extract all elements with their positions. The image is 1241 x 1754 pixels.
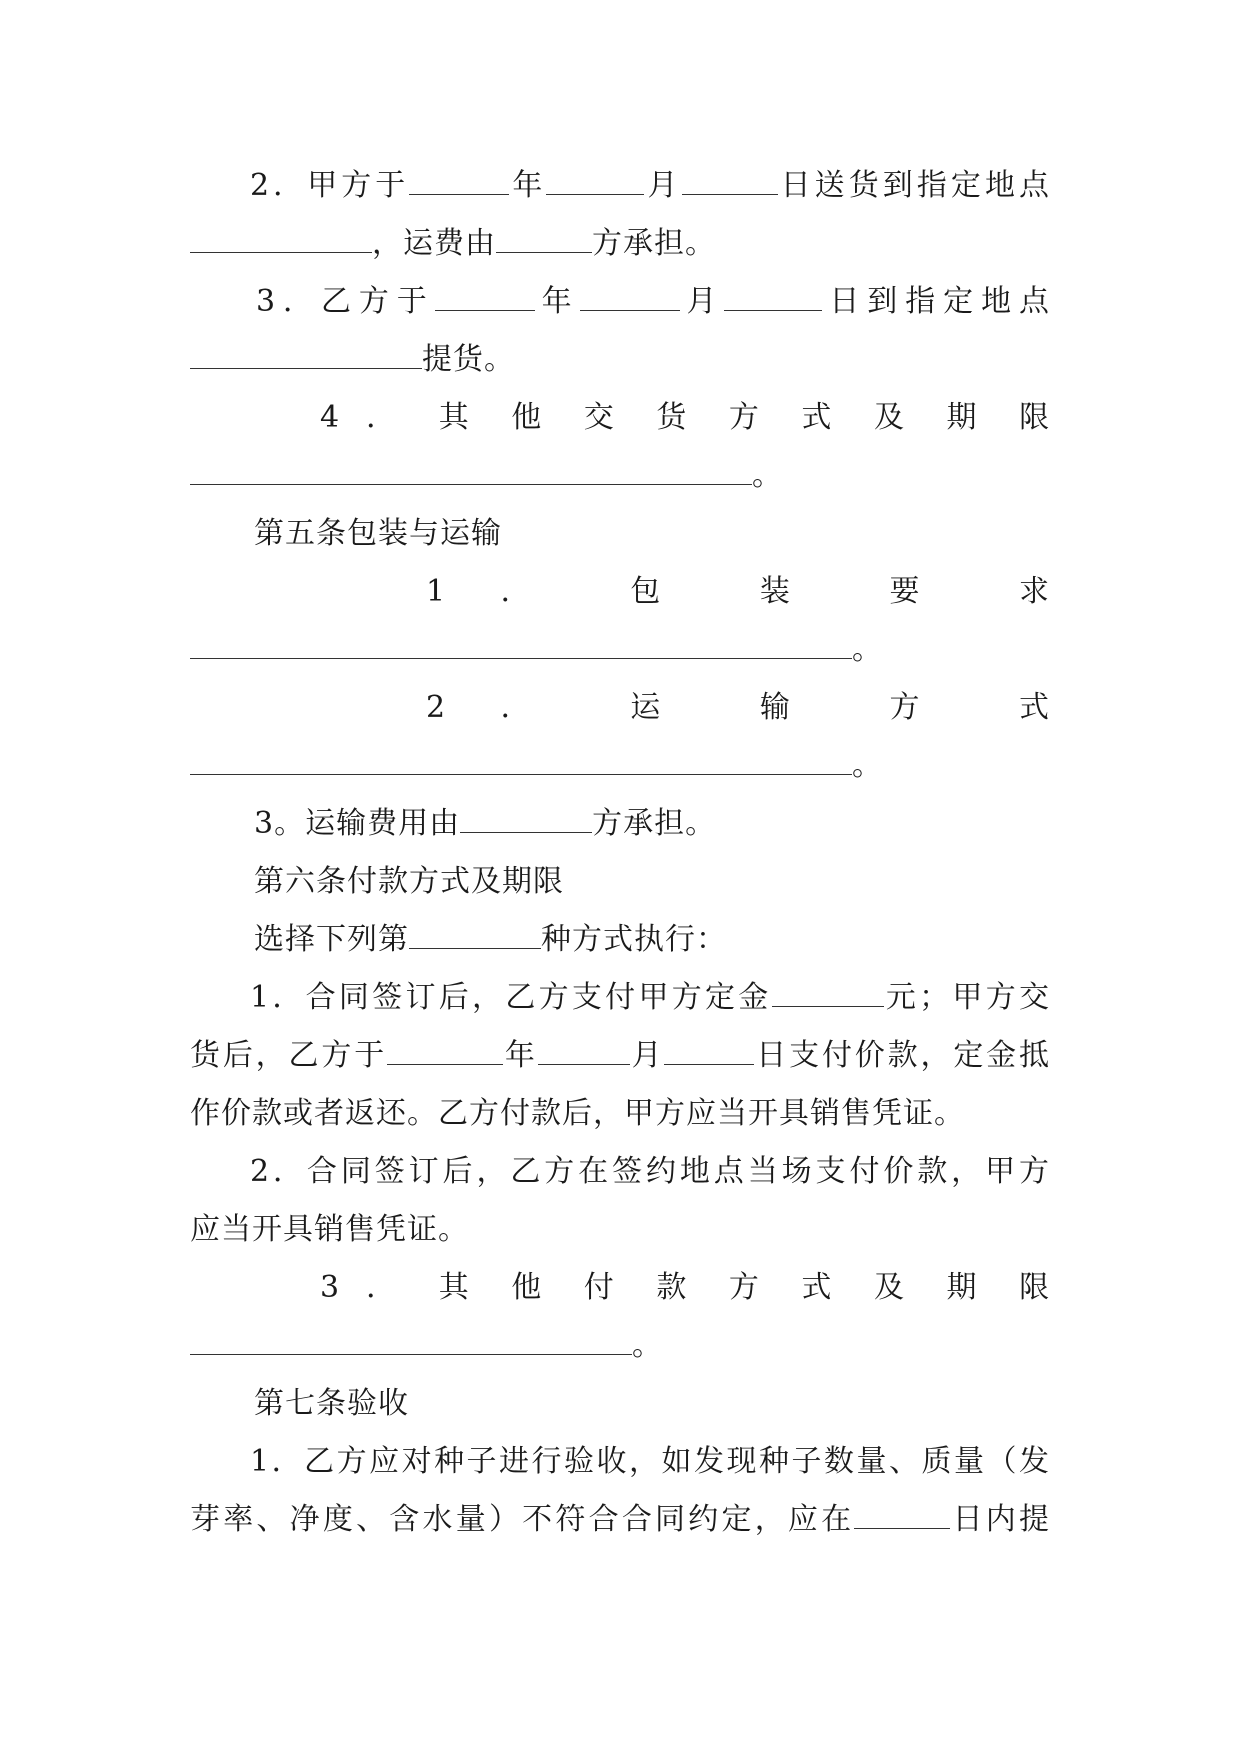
text: 年 xyxy=(534,284,580,319)
blank-field xyxy=(724,285,822,311)
blank-field xyxy=(496,227,592,253)
text: 。 xyxy=(752,458,783,493)
text: 元；甲方交 xyxy=(883,980,1050,1015)
text: 提货。 xyxy=(422,342,515,377)
text: 2．合同签订后，乙方在签约地点当场支付价款，甲方 xyxy=(250,1154,1050,1189)
clause-4-item-2-line-2 xyxy=(190,224,1050,264)
text: 。 xyxy=(632,1328,663,1363)
clause-7-item-1-line-2 xyxy=(190,1500,1050,1540)
blank-field xyxy=(580,285,680,311)
text: 月 xyxy=(679,284,725,319)
blank-field xyxy=(682,169,778,195)
text: 运 xyxy=(630,690,706,725)
text: 年 xyxy=(503,1038,538,1073)
clause-6-item-1-line-2 xyxy=(190,1036,1050,1076)
clause-6-item-3-line-1 xyxy=(190,1268,1050,1308)
blank-field xyxy=(190,1329,632,1355)
text: 装 xyxy=(759,574,835,609)
blank-field xyxy=(772,981,884,1007)
text: 式 xyxy=(1019,690,1051,725)
clause-5-item-2-line-2 xyxy=(190,746,1050,786)
text: 方 xyxy=(728,1270,776,1305)
text: 日内提 xyxy=(950,1502,1051,1537)
blank-field xyxy=(546,169,644,195)
text: 限 xyxy=(1019,400,1051,435)
text: 第五条包装与运输 xyxy=(254,516,502,551)
clause-6-item-2-line-2 xyxy=(190,1210,1050,1250)
text: 芽率、净度、含水量）不符合合同约定，应在 xyxy=(190,1502,855,1537)
text: 4 xyxy=(320,400,341,435)
text: 方 xyxy=(728,400,776,435)
text: 2 xyxy=(426,690,447,725)
text: 日到指定地点 xyxy=(822,284,1051,319)
blank-field xyxy=(435,285,535,311)
text: 日送货到指定地点 xyxy=(777,168,1051,203)
blank-field xyxy=(409,923,541,949)
text: 3。运输费用由 xyxy=(254,806,461,841)
text: 方承担。 xyxy=(592,226,716,261)
text: 。 xyxy=(852,632,883,667)
clause-5-item-3 xyxy=(190,804,1050,844)
clause-5-item-1-line-1 xyxy=(190,572,1050,612)
text: 日支付价款，定金抵 xyxy=(754,1038,1051,1073)
text: 方 xyxy=(889,690,965,725)
clause-4-item-3-line-2 xyxy=(190,340,1050,380)
text: 及 xyxy=(873,1270,921,1305)
clause-4-item-3-line-1 xyxy=(190,282,1050,322)
blank-field xyxy=(190,227,372,253)
text: 2．甲方于 xyxy=(250,168,410,203)
text: 及 xyxy=(873,400,921,435)
text: 限 xyxy=(1019,1270,1051,1305)
text: 年 xyxy=(509,168,547,203)
clause-4-item-4-line-2 xyxy=(190,456,1050,496)
text: ，运费由 xyxy=(372,226,496,261)
text: 1 xyxy=(426,574,447,609)
text: 他 xyxy=(511,1270,558,1305)
text: ． xyxy=(366,400,413,435)
text: 应当开具销售凭证。 xyxy=(190,1212,469,1247)
text: 作价款或者返还。乙方付款后，甲方应当开具销售凭证。 xyxy=(190,1096,965,1131)
text: ． xyxy=(500,690,576,725)
text: 要 xyxy=(889,574,965,609)
clause-5-item-2-line-1 xyxy=(190,688,1050,728)
text: 月 xyxy=(629,1038,665,1073)
text: 货 xyxy=(656,400,703,435)
blank-field xyxy=(409,169,509,195)
text: 付 xyxy=(583,1270,631,1305)
text: 第六条付款方式及期限 xyxy=(254,864,564,899)
text: 期 xyxy=(946,400,994,435)
text: 方承担。 xyxy=(592,806,717,841)
text: 求 xyxy=(1019,574,1051,609)
blank-field xyxy=(190,633,852,659)
clause-6-heading xyxy=(190,862,1050,902)
clause-6-item-2-line-1 xyxy=(190,1152,1050,1192)
blank-field xyxy=(190,343,422,369)
clause-7-heading xyxy=(190,1384,1050,1424)
text: 其 xyxy=(438,400,486,435)
blank-field xyxy=(664,1039,754,1065)
text: 货后，乙方于 xyxy=(190,1038,388,1073)
text: 选择下列第 xyxy=(254,922,409,957)
text: 其 xyxy=(438,1270,486,1305)
clause-5-item-1-line-2 xyxy=(190,630,1050,670)
text: 输 xyxy=(759,690,835,725)
text: 第七条验收 xyxy=(254,1386,409,1421)
text: 3．乙方于 xyxy=(256,284,435,319)
text: 1．合同签订后，乙方支付甲方定金 xyxy=(250,980,772,1015)
clause-6-item-3-line-2 xyxy=(190,1326,1050,1366)
text: 式 xyxy=(801,400,848,435)
text: 月 xyxy=(644,168,682,203)
text: ． xyxy=(366,1270,413,1305)
clause-4-item-4-line-1 xyxy=(190,398,1050,438)
text: 1．乙方应对种子进行验收，如发现种子数量、质量（发 xyxy=(250,1444,1050,1479)
text: 期 xyxy=(946,1270,994,1305)
clause-6-item-1-line-1 xyxy=(190,978,1050,1018)
text: 种方式执行： xyxy=(541,922,727,957)
blank-field xyxy=(538,1039,630,1065)
clause-7-item-1-line-1 xyxy=(190,1442,1050,1482)
blank-field xyxy=(190,459,752,485)
blank-field xyxy=(854,1503,950,1529)
blank-field xyxy=(460,807,592,833)
text: 款 xyxy=(656,1270,703,1305)
clause-5-heading xyxy=(190,514,1050,554)
text: 式 xyxy=(801,1270,848,1305)
text: ． xyxy=(500,574,576,609)
text: 。 xyxy=(852,748,883,783)
text: 3 xyxy=(320,1270,341,1305)
clause-6-selection xyxy=(190,920,1050,960)
text: 他 xyxy=(511,400,558,435)
text: 交 xyxy=(583,400,631,435)
clause-4-item-2-line-1 xyxy=(190,166,1050,206)
text: 包 xyxy=(630,574,706,609)
blank-field xyxy=(387,1039,503,1065)
clause-6-item-1-line-3 xyxy=(190,1094,1050,1134)
blank-field xyxy=(190,749,852,775)
